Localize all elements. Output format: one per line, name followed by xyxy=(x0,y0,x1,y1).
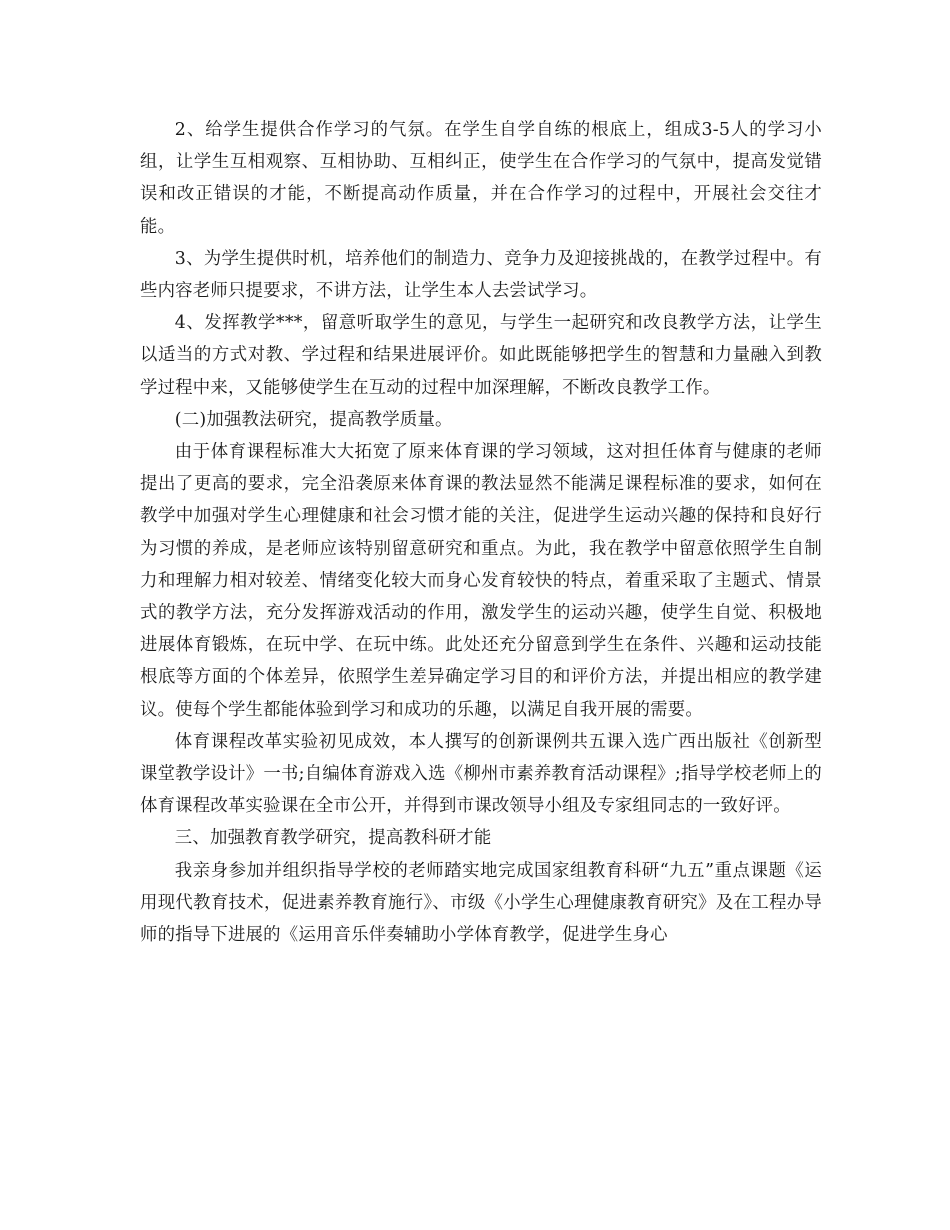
document-body xyxy=(140,114,822,951)
section-heading-research: 三、加强教育教学研究，提高教科研才能 xyxy=(174,828,492,849)
paragraph-teaching-democracy: 4、发挥教学***，留意听取学生的意见，与学生一起研究和改良教学方法，让学生以适当的方式对教、学过程和结果进展评价。如此既能够把学生的智慧和力量融入到教学过程中来，又能够使学生在互动的过程中加深理解，不断改良教学工作。 xyxy=(140,313,822,398)
paragraph-curriculum-standard: 由于体育课程标准大大拓宽了原来体育课的学习领域，这对担任体育与健康的老师提出了更高的要求，完全沿袭原来体育课的教法显然不能满足课程标准的要求，如何在教学中加强对学生心理健康和社会习惯才能的关注，促进学生运动兴趣的保持和良好行为习惯的养成，是老师应该特别留意研究和重点。为此，我在教学中留意依照学生自制力和理解力相对较差、情绪变化较大而身心发育较快的特点，着重采取了主题式、情景式的教学方法，充分发挥游戏活动的作用，激发学生的运动兴趣，使学生自觉、积极地进展体育锻炼，在玩中学、在玩中练。此处还充分留意到学生在条件、兴趣和运动技能根底等方面的个体差异，依照学生差异确定学习目的和评价方法，并提出相应的教学建议。使每个学生都能体验到学习和成功的乐趣，以满足自我开展的需要。 xyxy=(140,442,822,720)
section-heading-teaching-methods: (二)加强教法研究，提高教学质量。 xyxy=(174,409,453,430)
paragraph-cooperative-learning: 2、给学生提供合作学习的气氛。在学生自学自练的根底上，组成3-5人的学习小组，让学生互相观察、互相协助、互相纠正，使学生在合作学习的气氛中，提高发觉错误和改正错误的才能，不断提高动作质量，并在合作学习的过程中，开展社会交往才能。 xyxy=(140,120,822,237)
paragraph-opportunity: 3、为学生提供时机，培养他们的制造力、竞争力及迎接挑战的，在教学过程中。有些内容老师只提要求，不讲方法，让学生本人去尝试学习。 xyxy=(140,248,822,302)
paragraph-reform-results: 体育课程改革实验初见成效，本人撰写的创新课例共五课入选广西出版社《创新型课堂教学设计》一书;自编体育游戏入选《柳州市素养教育活动课程》;指导学校老师上的体育课程改革实验课在全市公开，并得到市课改领导小组及专家组同志的一致好评。 xyxy=(140,731,822,817)
paragraph-research-projects: 我亲身参加并组织指导学校的老师踏实地完成国家组教育科研“九五”重点课题《运用现代教育技术，促进素养教育施行》、市级《小学生心理健康教育研究》及在工程办导师的指导下进展的《运用音乐伴奏辅助小学体育教学，促进学生身心 xyxy=(140,860,822,946)
